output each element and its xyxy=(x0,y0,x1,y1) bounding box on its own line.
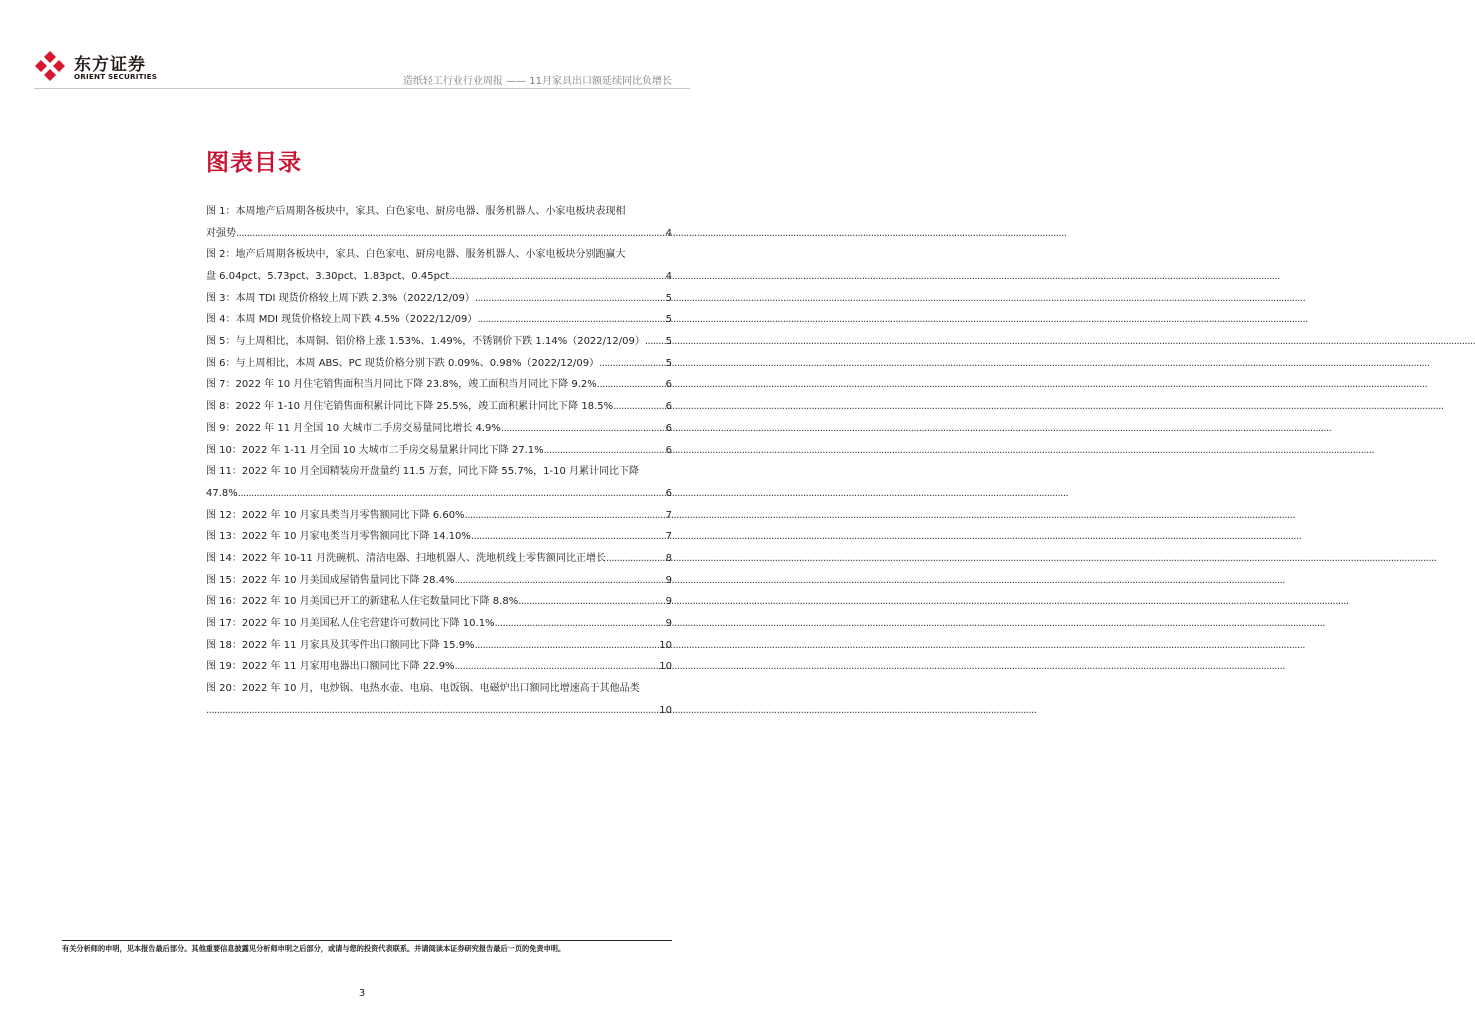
toc-page-number: 5 xyxy=(665,292,672,304)
toc-entry-text: 图 20：2022 年 10 月，电炒锅、电热水壶、电扇、电饭锅、电磁炉出口额同比增速高于其他品类 xyxy=(206,683,640,695)
toc-dot-leader xyxy=(518,591,664,613)
toc-entry[interactable] xyxy=(206,461,672,504)
toc-dot-leader xyxy=(501,418,665,440)
toc-dot-leader xyxy=(477,309,664,331)
toc-entry-line xyxy=(206,548,672,570)
toc-page-number: 6 xyxy=(665,444,672,456)
toc-entry-text: 47.8% xyxy=(206,487,238,499)
toc-dot-leader xyxy=(475,288,665,310)
toc-entry-text: 图 10：2022 年 1-11 月全国 10 大城市二手房交易量累计同比下降 27.1% xyxy=(206,444,544,456)
toc-dot-leader xyxy=(449,266,664,288)
toc-dot-leader xyxy=(606,548,665,570)
toc-entry-line xyxy=(206,288,672,310)
toc-dot-leader xyxy=(471,526,665,548)
toc-entry[interactable] xyxy=(206,375,672,397)
footer-disclaimer: 有关分析师的申明，见本报告最后部分。其他重要信息披露见分析师申明之后部分，或请与您的投资代表联系。并请阅读本证券研究报告最后一页的免责申明。 xyxy=(62,944,566,953)
toc-dot-leader xyxy=(236,223,665,245)
toc-entry-line xyxy=(206,266,672,288)
logo-chinese-name: 东方证券 xyxy=(74,55,146,75)
toc-entry[interactable] xyxy=(206,440,672,462)
toc-entry-line xyxy=(206,526,672,548)
toc-entry-text: 图 17：2022 年 10 月美国私人住宅营建许可数同比下降 10.1% xyxy=(206,618,495,630)
toc-dot-leader xyxy=(613,396,665,418)
toc-entry-line xyxy=(206,309,672,331)
toc-dot-leader xyxy=(495,613,665,635)
toc-page-number: 10 xyxy=(659,639,672,651)
toc-page-number: 9 xyxy=(665,618,672,630)
toc-entry-text: 图 1：本周地产后周期各板块中，家具、白色家电、厨房电器、服务机器人、小家电板块表现相 xyxy=(206,205,626,217)
toc-entry-line xyxy=(206,635,672,657)
toc-entry-text: 图 11：2022 年 10 月全国精装房开盘量约 11.5 万套，同比下降 55.7%，1-10 月累计同比下降 xyxy=(206,466,640,478)
logo-english-name: ORIENT SECURITIES xyxy=(74,72,158,81)
toc-entry-line xyxy=(206,570,672,592)
toc-page-number: 9 xyxy=(665,574,672,586)
toc-dot-leader xyxy=(455,570,665,592)
footer-divider xyxy=(62,940,672,941)
company-logo xyxy=(34,48,174,84)
page-header xyxy=(0,0,724,92)
orient-securities-logo-icon xyxy=(34,50,66,82)
toc-entry-text: 图 14：2022 年 10-11 月洗碗机、清洁电器、扫地机器人、洗地机线上零售额同比正增长 xyxy=(206,552,606,564)
toc-entry-text: 图 9：2022 年 11 月全国 10 大城市二手房交易量同比增长 4.9% xyxy=(206,422,501,434)
toc-entry-line xyxy=(206,418,672,440)
toc-entry[interactable] xyxy=(206,244,672,287)
toc-entry-text: 图 12：2022 年 10 月家具类当月零售额同比下降 6.60% xyxy=(206,509,465,521)
toc-entry-line xyxy=(206,678,672,700)
toc-entry-text: 盘 6.04pct、5.73pct、3.30pct、1.83pct、0.45pct xyxy=(206,271,450,283)
toc-entry-text: 图 13：2022 年 10 月家电类当月零售额同比下降 14.10% xyxy=(206,531,471,543)
toc-entry[interactable] xyxy=(206,505,672,527)
toc-page-number: 5 xyxy=(665,336,672,348)
toc-entry-line xyxy=(206,440,672,462)
toc-page-number: 6 xyxy=(665,401,672,413)
toc-page-number: 6 xyxy=(665,487,672,499)
toc-page-number: 10 xyxy=(659,661,672,673)
toc-dot-leader xyxy=(238,483,665,505)
toc-entry[interactable] xyxy=(206,526,672,548)
toc-page-number: 5 xyxy=(665,314,672,326)
toc-entry-line xyxy=(206,201,672,223)
toc-list xyxy=(206,201,672,722)
toc-entry-line xyxy=(206,505,672,527)
toc-entry-text: 图 4：本周 MDI 现货价格较上周下跌 4.5%（2022/12/09） xyxy=(206,314,478,326)
toc-page-number: 5 xyxy=(665,357,672,369)
toc-entry[interactable] xyxy=(206,635,672,657)
toc-page-number: 7 xyxy=(665,509,672,521)
toc-page-number: 7 xyxy=(665,531,672,543)
toc-dot-leader xyxy=(597,374,665,396)
toc-entry-line xyxy=(206,353,672,375)
toc-entry[interactable] xyxy=(206,613,672,635)
toc-entry-line xyxy=(206,483,672,505)
toc-entry-text: 图 3：本周 TDI 现货价格较上周下跌 2.3%（2022/12/09） xyxy=(206,292,475,304)
toc-entry-line xyxy=(206,375,672,397)
toc-entry-text: 图 18：2022 年 11 月家具及其零件出口额同比下降 15.9% xyxy=(206,639,475,651)
toc-entry-line xyxy=(206,461,672,483)
toc-entry[interactable] xyxy=(206,678,672,721)
toc-entry[interactable] xyxy=(206,353,672,375)
toc-page-number: 10 xyxy=(659,704,672,716)
toc-entry-line xyxy=(206,396,672,418)
toc-entry[interactable] xyxy=(206,396,672,418)
toc-entry-text: 图 19：2022 年 11 月家用电器出口额同比下降 22.9% xyxy=(206,661,455,673)
toc-heading: 图表目录 xyxy=(206,150,302,176)
report-title: 造纸轻工行业行业周报 —— 11月家具出口额延续同比负增长 xyxy=(402,76,672,87)
toc-entry[interactable] xyxy=(206,548,672,570)
toc-page-number: 8 xyxy=(665,552,672,564)
toc-entry-text: 图 6：与上周相比，本周 ABS、PC 现货价格分别下跌 0.09%、0.98%（2022/12/09） xyxy=(206,357,600,369)
toc-entry-line xyxy=(206,656,672,678)
toc-dot-leader xyxy=(475,635,659,657)
toc-entry-text: 图 5：与上周相比，本周铜、铝价格上涨 1.53%、1.49%，不锈钢价下跌 1.14%（2022/12/09） xyxy=(206,336,645,348)
toc-dot-leader xyxy=(599,353,664,375)
toc-entry[interactable] xyxy=(206,591,672,613)
toc-page-number: 6 xyxy=(665,379,672,391)
page-number: 3 xyxy=(358,988,366,999)
toc-entry[interactable] xyxy=(206,309,672,331)
toc-entry[interactable] xyxy=(206,331,672,353)
toc-page-number: 4 xyxy=(665,227,672,239)
toc-entry-text: 图 8：2022 年 1-10 月住宅销售面积累计同比下降 25.5%，竣工面积累计同比下降 18.5% xyxy=(206,401,614,413)
toc-entry-line xyxy=(206,331,672,353)
toc-entry-line xyxy=(206,591,672,613)
header-divider xyxy=(34,88,690,89)
toc-entry-line xyxy=(206,613,672,635)
toc-entry-text: 图 2：地产后周期各板块中，家具、白色家电、厨房电器、服务机器人、小家电板块分别跑赢大 xyxy=(206,249,626,261)
toc-entry-line xyxy=(206,700,672,722)
toc-entry-line xyxy=(206,244,672,266)
toc-dot-leader xyxy=(206,700,658,722)
toc-entry[interactable] xyxy=(206,418,672,440)
toc-entry[interactable] xyxy=(206,288,672,310)
toc-page-number: 4 xyxy=(665,271,672,283)
toc-entry-text: 图 7：2022 年 10 月住宅销售面积当月同比下降 23.8%，竣工面积当月同比下降 9.2% xyxy=(206,379,597,391)
toc-entry-text: 对强势 xyxy=(206,227,236,239)
toc-page-number: 6 xyxy=(665,422,672,434)
toc-page-number: 9 xyxy=(665,596,672,608)
toc-entry[interactable] xyxy=(206,656,672,678)
toc-dot-leader xyxy=(465,505,665,527)
toc-entry-text: 图 16：2022 年 10 月美国已开工的新建私人住宅数量同比下降 8.8% xyxy=(206,596,519,608)
toc-dot-leader xyxy=(544,440,665,462)
toc-entry[interactable] xyxy=(206,570,672,592)
toc-dot-leader xyxy=(645,331,665,353)
toc-entry[interactable] xyxy=(206,201,672,244)
toc-entry-text: 图 15：2022 年 10 月美国成屋销售量同比下降 28.4% xyxy=(206,574,455,586)
toc-dot-leader xyxy=(455,656,659,678)
toc-entry-line xyxy=(206,223,672,245)
